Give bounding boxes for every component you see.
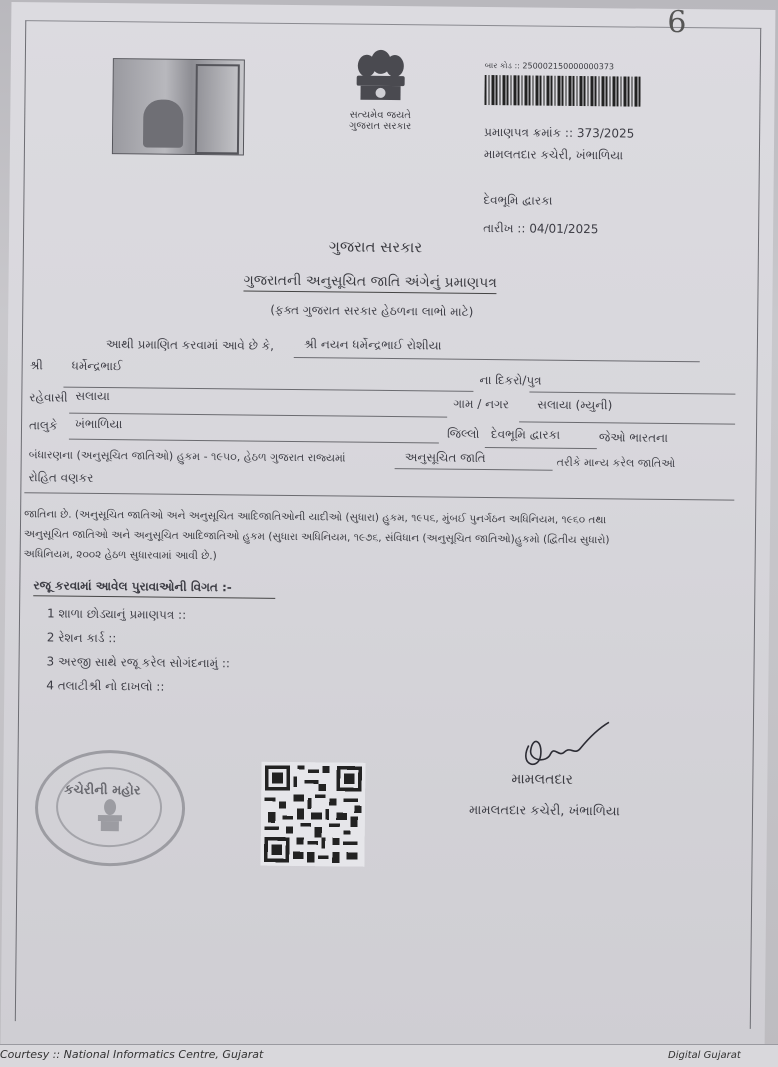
father-name: ધર્મેન્દ્રભાઈ <box>71 358 123 374</box>
certificate-number-label: પ્રમાણપત્ર ક્રમાંક :: <box>484 124 574 140</box>
digital-gujarat-text: Digital Gujarat <box>668 1050 741 1061</box>
government-title: ગુજરાત સરકાર <box>328 237 423 257</box>
para-line-3: અધિનિયમ, ૨૦૦૨ હેઠળ સુધારવામાં આવી છે.) <box>23 548 217 563</box>
issue-date: 04/01/2025 <box>529 221 599 237</box>
district-label: જિલ્લો <box>446 426 480 441</box>
resident-label: રહેવાસી <box>29 390 68 405</box>
header-office: મામલતદાર કચેરી, ખંભાળિયા <box>483 146 624 163</box>
barcode-label: બાર કોડ :: 250002150000000373 <box>484 60 615 72</box>
intro-text: આથી પ્રમાણિત કરવામાં આવે છે કે, <box>105 337 275 353</box>
document-item: 2 રેશન કાર્ડ :: <box>46 630 117 646</box>
date-label: તારીખ :: <box>483 220 526 236</box>
certificate-title: ગુજરાતની અનુસૂચિત જાતિ અંગેનું પ્રમાણપત્ર <box>243 272 496 294</box>
taluka-label: તાલુકે <box>28 418 58 433</box>
taluka-value: ખંભાળિયા <box>74 416 123 432</box>
signature-designation: મામલતદાર <box>511 771 574 788</box>
village-label: ગામ / નગર <box>453 396 510 412</box>
recognized-text: તરીકે માન્ય કરેલ જાતિઓ <box>556 455 676 471</box>
district-value: દેવભૂમિ દ્વારકા <box>490 427 561 442</box>
barcode <box>484 75 640 107</box>
signature-office: મામલતદાર કચેરી, ખંભાળિયા <box>468 802 620 820</box>
emblem-caption-1: સત્યમેવ જયતે <box>349 109 411 122</box>
applicant-photo <box>112 58 245 155</box>
document-item: 4 તલાટીશ્રી નો દાખલો :: <box>46 678 165 694</box>
category-value: અનુસૂચિત જાતિ <box>404 450 486 466</box>
certificate-number: 373/2025 <box>576 125 635 141</box>
document-item: 1 શાળા છોડ્યાનું પ્રમાણપત્ર :: <box>47 606 187 622</box>
page-mark: 6 <box>667 4 687 41</box>
certificate-sheet <box>1 2 776 1052</box>
seal-emblem-icon <box>90 795 130 835</box>
documents-heading: રજૂ કરવામાં આવેલ પુરાવાઓની વિગત :- <box>33 578 275 599</box>
header-district: દેવભૂમિ દ્વારકા <box>483 192 553 208</box>
sub-caste: રોહિત વણકર <box>28 470 94 485</box>
certificate-subtitle: (ફક્ત ગુજરાત સરકાર હેઠળના લાભો માટે) <box>270 302 474 319</box>
son-of-label: ના દિકરો/પુત્ર <box>479 372 542 388</box>
document-item: 3 અરજી સાથે રજૂ કરેલ સોગંદનામું :: <box>46 654 231 671</box>
constitution-text: બંધારણના (અનુસૂચિત જાતિઓ) હુકમ - ૧૯૫૦, હેઠળ ગુજરાત રાજ્યમાં <box>28 448 346 465</box>
qr-code <box>260 762 365 867</box>
applicant-name: શ્રી નયન ધર્મેન્દ્રભાઈ રોશીયા <box>303 337 442 353</box>
emblem-caption-2: ગુજરાત સરકાર <box>349 120 412 133</box>
para-line-1: જાતિના છે. (અનુસૂચિત જાતિઓ અને અનુસૂચિત આદિજાતિઓની યાદીઓ (સુધારા) હુકમ, ૧૯૫૬, મુંબઈ પુનર્ગઠન અધિનિયમ, ૧૯૬૦ તથા <box>24 508 607 527</box>
resident-value: સલાયા <box>75 388 110 404</box>
para-line-2: અનુસૂચિત જાતિઓ અને અનુસૂચિત આદિજાતિઓ હુકમ (સુધારા અધિનિયમ, ૧૯૭૬, સંવિધાન (અનુસૂચિત જાતિઓ)હુકમો (દ્વિતીય સુધારો) <box>23 528 610 547</box>
india-text: જેઓ ભારતના <box>598 430 669 445</box>
officer-signature <box>518 715 614 776</box>
stamp-text: કચેરીની મહોર <box>64 782 141 799</box>
page-footer <box>0 1044 778 1067</box>
village-value: સલાયા (મ્યુની) <box>537 397 613 413</box>
office-seal <box>34 749 185 867</box>
shri-label: શ્રી <box>29 358 43 373</box>
courtesy-text: Courtesy :: National Informatics Centre, Gujarat <box>0 1048 264 1061</box>
